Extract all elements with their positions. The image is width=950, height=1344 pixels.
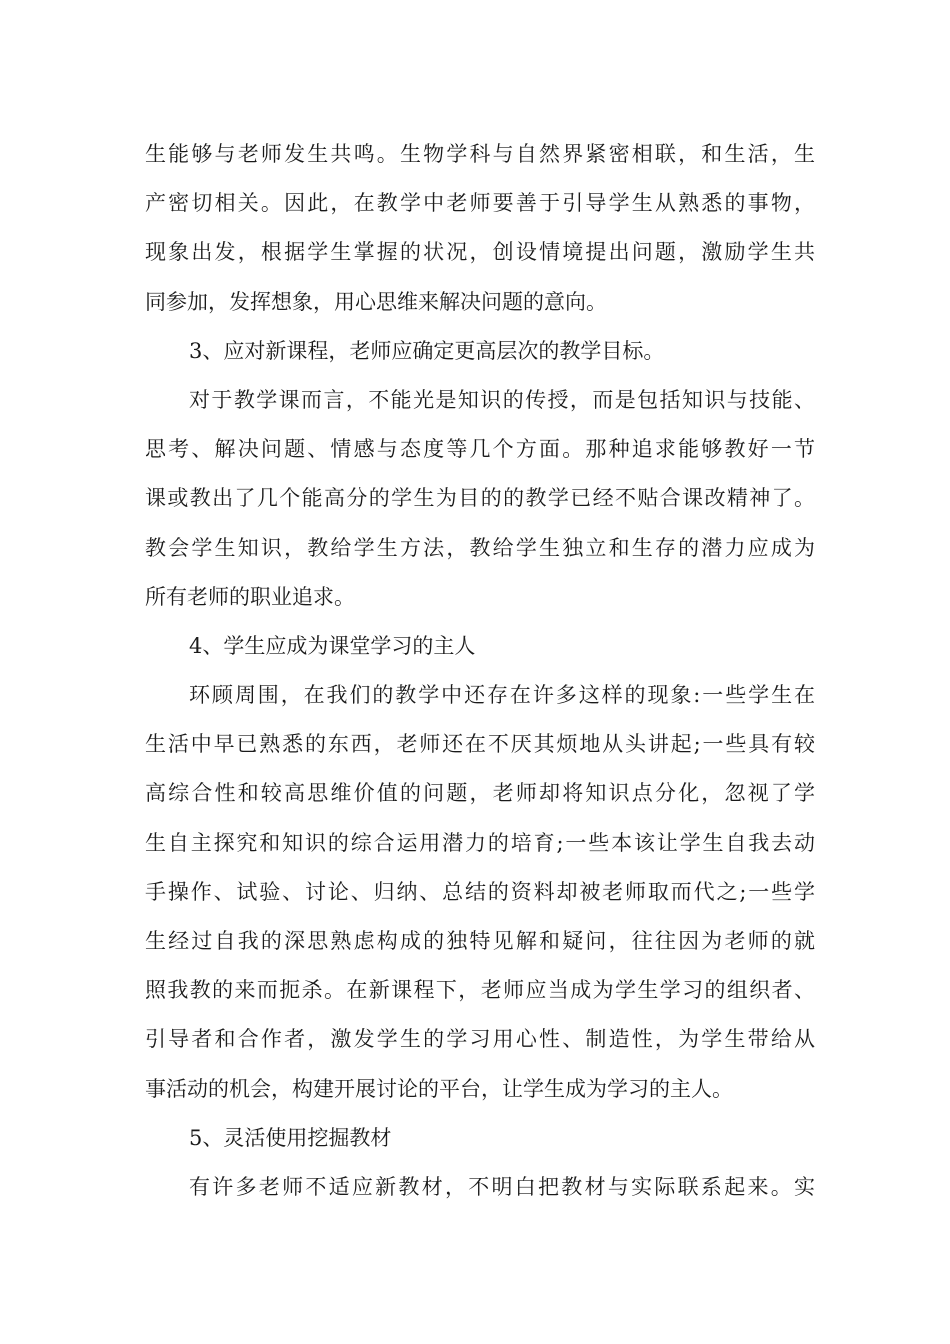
text-line: 手操作、试验、讨论、归纳、总结的资料却被老师取而代之;一些学 (145, 879, 815, 904)
text-line: 现象出发，根据学生掌握的状况，创设情境提出问题，激励学生共 (145, 240, 815, 265)
text-line: 生活中早已熟悉的东西，老师还在不厌其烦地从头讲起;一些具有较 (145, 732, 815, 757)
section-heading-4: 4、学生应成为课堂学习的主人 (189, 633, 476, 658)
section-heading-5: 5、灵活使用挖掘教材 (189, 1125, 392, 1150)
section-heading-3: 3、应对新课程，老师应确定更高层次的教学目标。 (189, 338, 665, 363)
text-line: 照我教的来而扼杀。在新课程下，老师应当成为学生学习的组织者、 (145, 978, 815, 1003)
text-line: 生能够与老师发生共鸣。生物学科与自然界紧密相联，和生活，生 (145, 142, 815, 166)
text-line: 有许多老师不适应新教材，不明白把教材与实际联系起来。实 (189, 1174, 815, 1199)
text-line: 事活动的机会，构建开展讨论的平台，让学生成为学习的主人。 (145, 1076, 733, 1101)
body-text (145, 130, 815, 1212)
text-line: 对于教学课而言，不能光是知识的传授，而是包括知识与技能、 (189, 387, 815, 412)
text-line: 产密切相关。因此，在教学中老师要善于引导学生从熟悉的事物， (145, 191, 815, 216)
text-line: 所有老师的职业追求。 (145, 584, 355, 609)
text-line: 生经过自我的深思熟虑构成的独特见解和疑问，往往因为老师的就 (145, 929, 815, 953)
text-line: 环顾周围，在我们的教学中还存在许多这样的现象:一些学生在 (189, 683, 815, 708)
text-line: 同参加，发挥想象，用心思维来解决问题的意向。 (145, 289, 607, 314)
text-line: 生自主探究和知识的综合运用潜力的培育;一些本该让学生自我去动 (145, 830, 815, 855)
text-line: 课或教出了几个能高分的学生为目的的教学已经不贴合课改精神了。 (145, 486, 815, 511)
text-line: 引导者和合作者，激发学生的学习用心性、制造性，为学生带给从 (145, 1027, 815, 1052)
text-line: 高综合性和较高思维价值的问题，老师却将知识点分化，忽视了学 (145, 781, 815, 806)
text-line: 思考、解决问题、情感与态度等几个方面。那种追求能够教好一节 (145, 437, 815, 462)
text-line: 教会学生知识，教给学生方法，教给学生独立和生存的潜力应成为 (145, 535, 815, 560)
